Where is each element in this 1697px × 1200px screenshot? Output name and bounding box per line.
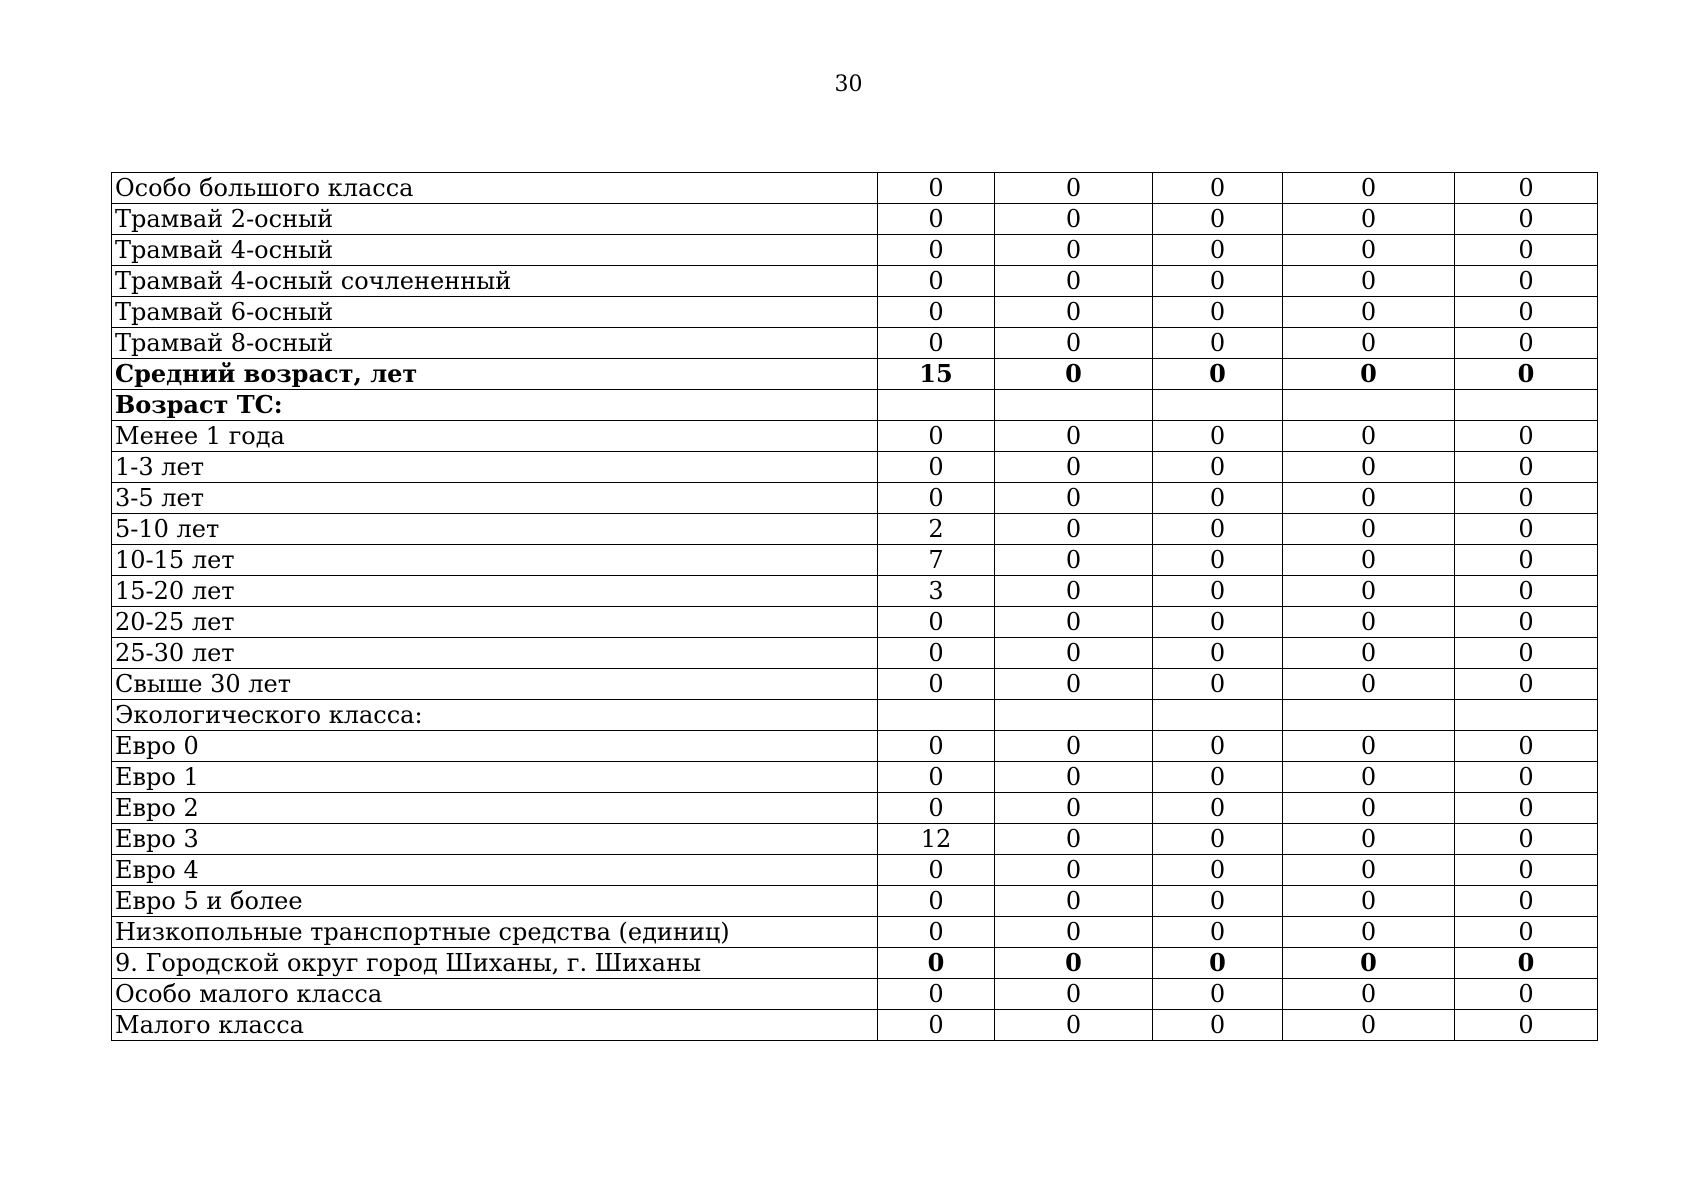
- table-row: [112, 514, 1598, 545]
- row-label: Трамвай 8-осный: [112, 328, 878, 359]
- row-label: Трамвай 4-осный: [112, 235, 878, 266]
- row-value-col-4: [1283, 390, 1455, 421]
- row-value-col-2: 0: [995, 514, 1153, 545]
- row-value-col-3: 0: [1153, 452, 1283, 483]
- table-row: [112, 483, 1598, 514]
- row-label: Евро 3: [112, 824, 878, 855]
- table-row: [112, 297, 1598, 328]
- vehicle-statistics-table: [111, 172, 1598, 1041]
- row-value-col-2: 0: [995, 762, 1153, 793]
- row-value-col-5: 0: [1455, 421, 1598, 452]
- row-value-col-5: 0: [1455, 545, 1598, 576]
- row-label: Трамвай 2-осный: [112, 204, 878, 235]
- row-label: 3-5 лет: [112, 483, 878, 514]
- row-value-col-2: 0: [995, 421, 1153, 452]
- row-value-col-2: 0: [995, 948, 1153, 979]
- table-row: [112, 576, 1598, 607]
- row-value-col-1: [878, 700, 995, 731]
- row-value-col-3: 0: [1153, 576, 1283, 607]
- row-value-col-5: 0: [1455, 266, 1598, 297]
- row-label: Трамвай 6-осный: [112, 297, 878, 328]
- table-row: [112, 700, 1598, 731]
- row-value-col-4: 0: [1283, 731, 1455, 762]
- row-label: 5-10 лет: [112, 514, 878, 545]
- table-row: [112, 948, 1598, 979]
- row-value-col-2: [995, 700, 1153, 731]
- row-label: Евро 1: [112, 762, 878, 793]
- row-value-col-1: 0: [878, 731, 995, 762]
- row-label: Свыше 30 лет: [112, 669, 878, 700]
- row-value-col-4: 0: [1283, 359, 1455, 390]
- row-value-col-3: 0: [1153, 266, 1283, 297]
- row-value-col-5: 0: [1455, 855, 1598, 886]
- row-value-col-5: 0: [1455, 1010, 1598, 1041]
- row-value-col-4: 0: [1283, 514, 1455, 545]
- page-number: 30: [834, 72, 863, 97]
- row-value-col-2: 0: [995, 266, 1153, 297]
- row-value-col-3: 0: [1153, 638, 1283, 669]
- row-value-col-5: 0: [1455, 607, 1598, 638]
- row-value-col-1: 0: [878, 638, 995, 669]
- row-value-col-1: 0: [878, 421, 995, 452]
- row-value-col-1: 0: [878, 235, 995, 266]
- row-value-col-5: 0: [1455, 235, 1598, 266]
- table-row: [112, 1010, 1598, 1041]
- row-value-col-3: 0: [1153, 607, 1283, 638]
- table-row: [112, 824, 1598, 855]
- table-row: [112, 731, 1598, 762]
- row-value-col-2: 0: [995, 1010, 1153, 1041]
- row-value-col-4: 0: [1283, 576, 1455, 607]
- row-value-col-2: 0: [995, 607, 1153, 638]
- row-value-col-5: 0: [1455, 452, 1598, 483]
- row-value-col-2: 0: [995, 173, 1153, 204]
- row-value-col-3: 0: [1153, 886, 1283, 917]
- row-value-col-3: 0: [1153, 359, 1283, 390]
- row-value-col-5: 0: [1455, 917, 1598, 948]
- row-label: 25-30 лет: [112, 638, 878, 669]
- row-value-col-3: 0: [1153, 297, 1283, 328]
- row-value-col-4: 0: [1283, 328, 1455, 359]
- row-value-col-3: 0: [1153, 669, 1283, 700]
- row-value-col-1: 0: [878, 793, 995, 824]
- row-value-col-4: 0: [1283, 483, 1455, 514]
- row-value-col-2: 0: [995, 855, 1153, 886]
- row-label: Возраст ТС:: [112, 390, 878, 421]
- row-value-col-2: 0: [995, 824, 1153, 855]
- row-value-col-4: 0: [1283, 824, 1455, 855]
- row-value-col-5: 0: [1455, 793, 1598, 824]
- row-value-col-4: 0: [1283, 607, 1455, 638]
- row-value-col-3: 0: [1153, 328, 1283, 359]
- row-value-col-3: [1153, 390, 1283, 421]
- row-value-col-4: 0: [1283, 669, 1455, 700]
- table-row: [112, 328, 1598, 359]
- row-value-col-4: 0: [1283, 297, 1455, 328]
- row-label: Евро 5 и более: [112, 886, 878, 917]
- table-row: [112, 173, 1598, 204]
- row-value-col-5: 0: [1455, 638, 1598, 669]
- row-value-col-5: 0: [1455, 731, 1598, 762]
- row-label: Средний возраст, лет: [112, 359, 878, 390]
- row-label: Низкопольные транспортные средства (единиц): [112, 917, 878, 948]
- row-label: 10-15 лет: [112, 545, 878, 576]
- row-value-col-2: [995, 390, 1153, 421]
- row-value-col-4: 0: [1283, 545, 1455, 576]
- row-value-col-2: 0: [995, 545, 1153, 576]
- row-value-col-5: 0: [1455, 173, 1598, 204]
- row-value-col-2: 0: [995, 483, 1153, 514]
- row-value-col-2: 0: [995, 669, 1153, 700]
- row-value-col-3: 0: [1153, 483, 1283, 514]
- row-value-col-1: 0: [878, 452, 995, 483]
- row-value-col-2: 0: [995, 886, 1153, 917]
- row-value-col-1: 7: [878, 545, 995, 576]
- row-value-col-4: 0: [1283, 855, 1455, 886]
- row-value-col-5: [1455, 700, 1598, 731]
- row-value-col-5: 0: [1455, 514, 1598, 545]
- row-value-col-1: 0: [878, 328, 995, 359]
- table-row: [112, 204, 1598, 235]
- table-row: [112, 638, 1598, 669]
- table-row: [112, 452, 1598, 483]
- row-value-col-1: 0: [878, 1010, 995, 1041]
- row-value-col-3: 0: [1153, 173, 1283, 204]
- row-value-col-3: 0: [1153, 514, 1283, 545]
- row-value-col-1: 0: [878, 266, 995, 297]
- row-value-col-2: 0: [995, 917, 1153, 948]
- row-value-col-4: 0: [1283, 204, 1455, 235]
- row-value-col-1: 0: [878, 886, 995, 917]
- row-value-col-3: 0: [1153, 204, 1283, 235]
- row-value-col-5: 0: [1455, 483, 1598, 514]
- row-label: Экологического класса:: [112, 700, 878, 731]
- row-value-col-1: 0: [878, 483, 995, 514]
- row-value-col-3: 0: [1153, 979, 1283, 1010]
- row-value-col-3: 0: [1153, 545, 1283, 576]
- row-value-col-2: 0: [995, 359, 1153, 390]
- row-value-col-1: 0: [878, 762, 995, 793]
- row-value-col-4: 0: [1283, 979, 1455, 1010]
- row-value-col-3: 0: [1153, 824, 1283, 855]
- row-value-col-2: 0: [995, 793, 1153, 824]
- row-label: Евро 0: [112, 731, 878, 762]
- table-row: [112, 545, 1598, 576]
- row-value-col-1: 12: [878, 824, 995, 855]
- row-value-col-4: 0: [1283, 917, 1455, 948]
- row-value-col-4: 0: [1283, 1010, 1455, 1041]
- row-value-col-5: 0: [1455, 328, 1598, 359]
- row-label: 20-25 лет: [112, 607, 878, 638]
- row-value-col-1: 0: [878, 204, 995, 235]
- row-value-col-3: 0: [1153, 855, 1283, 886]
- row-value-col-2: 0: [995, 328, 1153, 359]
- row-value-col-1: 0: [878, 173, 995, 204]
- table-row: [112, 855, 1598, 886]
- row-value-col-3: 0: [1153, 793, 1283, 824]
- row-value-col-1: 0: [878, 855, 995, 886]
- row-label: Малого класса: [112, 1010, 878, 1041]
- row-value-col-2: 0: [995, 576, 1153, 607]
- row-value-col-4: 0: [1283, 173, 1455, 204]
- row-value-col-1: 15: [878, 359, 995, 390]
- row-value-col-4: 0: [1283, 421, 1455, 452]
- row-value-col-5: 0: [1455, 979, 1598, 1010]
- row-value-col-2: 0: [995, 452, 1153, 483]
- row-value-col-5: 0: [1455, 204, 1598, 235]
- row-value-col-4: 0: [1283, 948, 1455, 979]
- row-value-col-3: 0: [1153, 235, 1283, 266]
- table-row: [112, 266, 1598, 297]
- row-value-col-1: 2: [878, 514, 995, 545]
- row-value-col-4: [1283, 700, 1455, 731]
- table-row: [112, 979, 1598, 1010]
- table-row: [112, 669, 1598, 700]
- row-value-col-3: 0: [1153, 421, 1283, 452]
- table-row: [112, 886, 1598, 917]
- table-body: [112, 173, 1598, 1041]
- row-value-col-1: 0: [878, 979, 995, 1010]
- row-label: Евро 4: [112, 855, 878, 886]
- row-value-col-5: 0: [1455, 669, 1598, 700]
- row-value-col-3: 0: [1153, 1010, 1283, 1041]
- row-value-col-3: 0: [1153, 731, 1283, 762]
- row-value-col-3: 0: [1153, 917, 1283, 948]
- row-value-col-4: 0: [1283, 266, 1455, 297]
- row-value-col-3: [1153, 700, 1283, 731]
- row-value-col-4: 0: [1283, 235, 1455, 266]
- row-value-col-4: 0: [1283, 452, 1455, 483]
- row-value-col-5: [1455, 390, 1598, 421]
- row-value-col-2: 0: [995, 979, 1153, 1010]
- row-value-col-1: 0: [878, 917, 995, 948]
- row-label: Трамвай 4-осный сочлененный: [112, 266, 878, 297]
- table-row: [112, 390, 1598, 421]
- row-label: 9. Городской округ город Шиханы, г. Шиханы: [112, 948, 878, 979]
- table-row: [112, 793, 1598, 824]
- table-row: [112, 917, 1598, 948]
- row-value-col-4: 0: [1283, 762, 1455, 793]
- row-value-col-5: 0: [1455, 297, 1598, 328]
- row-label: Особо малого класса: [112, 979, 878, 1010]
- table-row: [112, 762, 1598, 793]
- row-value-col-1: 0: [878, 669, 995, 700]
- row-value-col-2: 0: [995, 297, 1153, 328]
- row-label: 15-20 лет: [112, 576, 878, 607]
- row-value-col-1: 0: [878, 297, 995, 328]
- row-value-col-3: 0: [1153, 948, 1283, 979]
- row-value-col-1: 0: [878, 948, 995, 979]
- row-value-col-4: 0: [1283, 638, 1455, 669]
- row-value-col-2: 0: [995, 235, 1153, 266]
- table-row: [112, 607, 1598, 638]
- row-value-col-5: 0: [1455, 824, 1598, 855]
- table-row: [112, 359, 1598, 390]
- row-value-col-5: 0: [1455, 359, 1598, 390]
- row-value-col-1: 3: [878, 576, 995, 607]
- row-value-col-4: 0: [1283, 886, 1455, 917]
- row-value-col-5: 0: [1455, 886, 1598, 917]
- row-value-col-5: 0: [1455, 762, 1598, 793]
- row-value-col-5: 0: [1455, 576, 1598, 607]
- row-value-col-2: 0: [995, 638, 1153, 669]
- table-row: [112, 235, 1598, 266]
- row-value-col-2: 0: [995, 731, 1153, 762]
- row-value-col-4: 0: [1283, 793, 1455, 824]
- row-label: Особо большого класса: [112, 173, 878, 204]
- table-row: [112, 421, 1598, 452]
- row-value-col-5: 0: [1455, 948, 1598, 979]
- row-label: 1-3 лет: [112, 452, 878, 483]
- row-value-col-1: 0: [878, 607, 995, 638]
- row-label: Менее 1 года: [112, 421, 878, 452]
- row-value-col-3: 0: [1153, 762, 1283, 793]
- row-value-col-2: 0: [995, 204, 1153, 235]
- row-value-col-1: [878, 390, 995, 421]
- row-label: Евро 2: [112, 793, 878, 824]
